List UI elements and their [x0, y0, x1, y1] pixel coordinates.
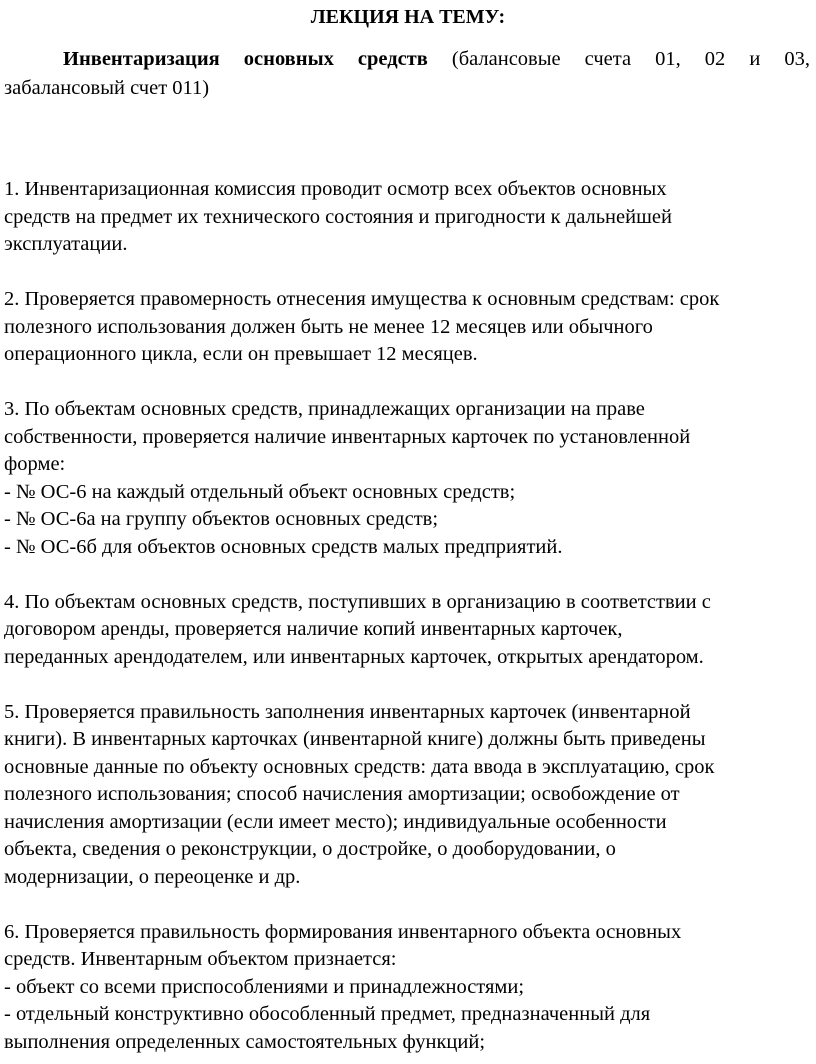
- subject-word: 01,: [655, 48, 681, 70]
- list-item: - № ОС-6 на каждый отдельный объект основных средств;: [4, 480, 516, 503]
- text-line: полезного использования; способ начисления амортизации; освобождение от: [4, 783, 680, 805]
- text-line: 5. Проверяется правильность заполнения инвентарных карточек (инвентарной: [4, 700, 691, 723]
- text-line: форме:: [4, 453, 66, 475]
- subject-word: счета: [584, 48, 632, 70]
- subject-word: 03,: [784, 48, 810, 70]
- text-line: 2. Проверяется правомерность отнесения имущества к основным средствам: срок: [4, 288, 720, 310]
- text-line: средств на предмет их технического состояния и пригодности к дальнейшей: [4, 205, 672, 228]
- page-title: ЛЕКЦИЯ НА ТЕМУ:: [310, 6, 506, 28]
- paragraph-6: [4, 919, 816, 1057]
- list-item: - № ОС-6б для объектов основных средств малых предприятий.: [4, 535, 563, 558]
- text-line: собственности, проверяется наличие инвентарных карточек по установленной: [4, 425, 691, 448]
- text-line: переданных арендодателем, или инвентарных карточек, открытых арендатором.: [4, 645, 704, 668]
- list-item: - № ОС-6а на группу объектов основных средств;: [4, 508, 439, 530]
- paragraph-5: [4, 699, 816, 892]
- text-line: книги). В инвентарных карточках (инвентарной книге) должны быть приведены: [4, 728, 706, 750]
- text-line: полезного использования должен быть не менее 12 месяцев или обычного: [4, 315, 653, 338]
- subject-word: (балансовые: [451, 48, 561, 70]
- text-line: договором аренды, проверяется наличие копий инвентарных карточек,: [4, 618, 623, 640]
- text-line: 6. Проверяется правильность формирования инвентарного объекта основных: [4, 920, 682, 943]
- subject-word: 02: [704, 48, 726, 70]
- paragraph-3: [4, 396, 816, 561]
- text-line: выполнения определенных самостоятельных функций;: [4, 1030, 486, 1053]
- text-line: эксплуатации.: [4, 233, 128, 255]
- subject-word: средств: [357, 48, 428, 70]
- text-line: объекта, сведения о реконструкции, о достройке, о дооборудовании, о: [4, 838, 616, 860]
- subject-line-2: забалансовый счет 011): [4, 77, 210, 99]
- text-line: 1. Инвентаризационная комиссия проводит осмотр всех объектов основных: [4, 178, 667, 200]
- text-line: 4. По объектам основных средств, поступивших в организацию в соответствии с: [4, 590, 711, 613]
- subject-word: и: [749, 48, 761, 70]
- paragraph-4: [4, 589, 816, 672]
- paragraph-2: [4, 286, 816, 369]
- text-line: операционного цикла, если он превышает 12 месяцев.: [4, 343, 478, 365]
- text-line: начисления амортизации (если имеет место); индивидуальные особенности: [4, 810, 667, 833]
- subject-line-1: [4, 45, 810, 74]
- list-item: - отдельный конструктивно обособленный предмет, предназначенный для: [4, 1003, 651, 1025]
- text-line: основные данные по объекту основных средств: дата ввода в эксплуатацию, срок: [4, 755, 715, 778]
- lecture-subject: [4, 45, 810, 103]
- subject-word: основных: [243, 48, 334, 70]
- lecture-body: [4, 176, 816, 1064]
- subject-word: Инвентаризация: [63, 48, 220, 70]
- text-line: модернизации, о переоценке и др.: [4, 865, 301, 888]
- text-line: 3. По объектам основных средств, принадлежащих организации на праве: [4, 398, 645, 420]
- list-item: - объект со всеми приспособлениями и принадлежностями;: [4, 975, 525, 998]
- paragraph-1: [4, 176, 816, 259]
- text-line: средств. Инвентарным объектом признается:: [4, 948, 397, 970]
